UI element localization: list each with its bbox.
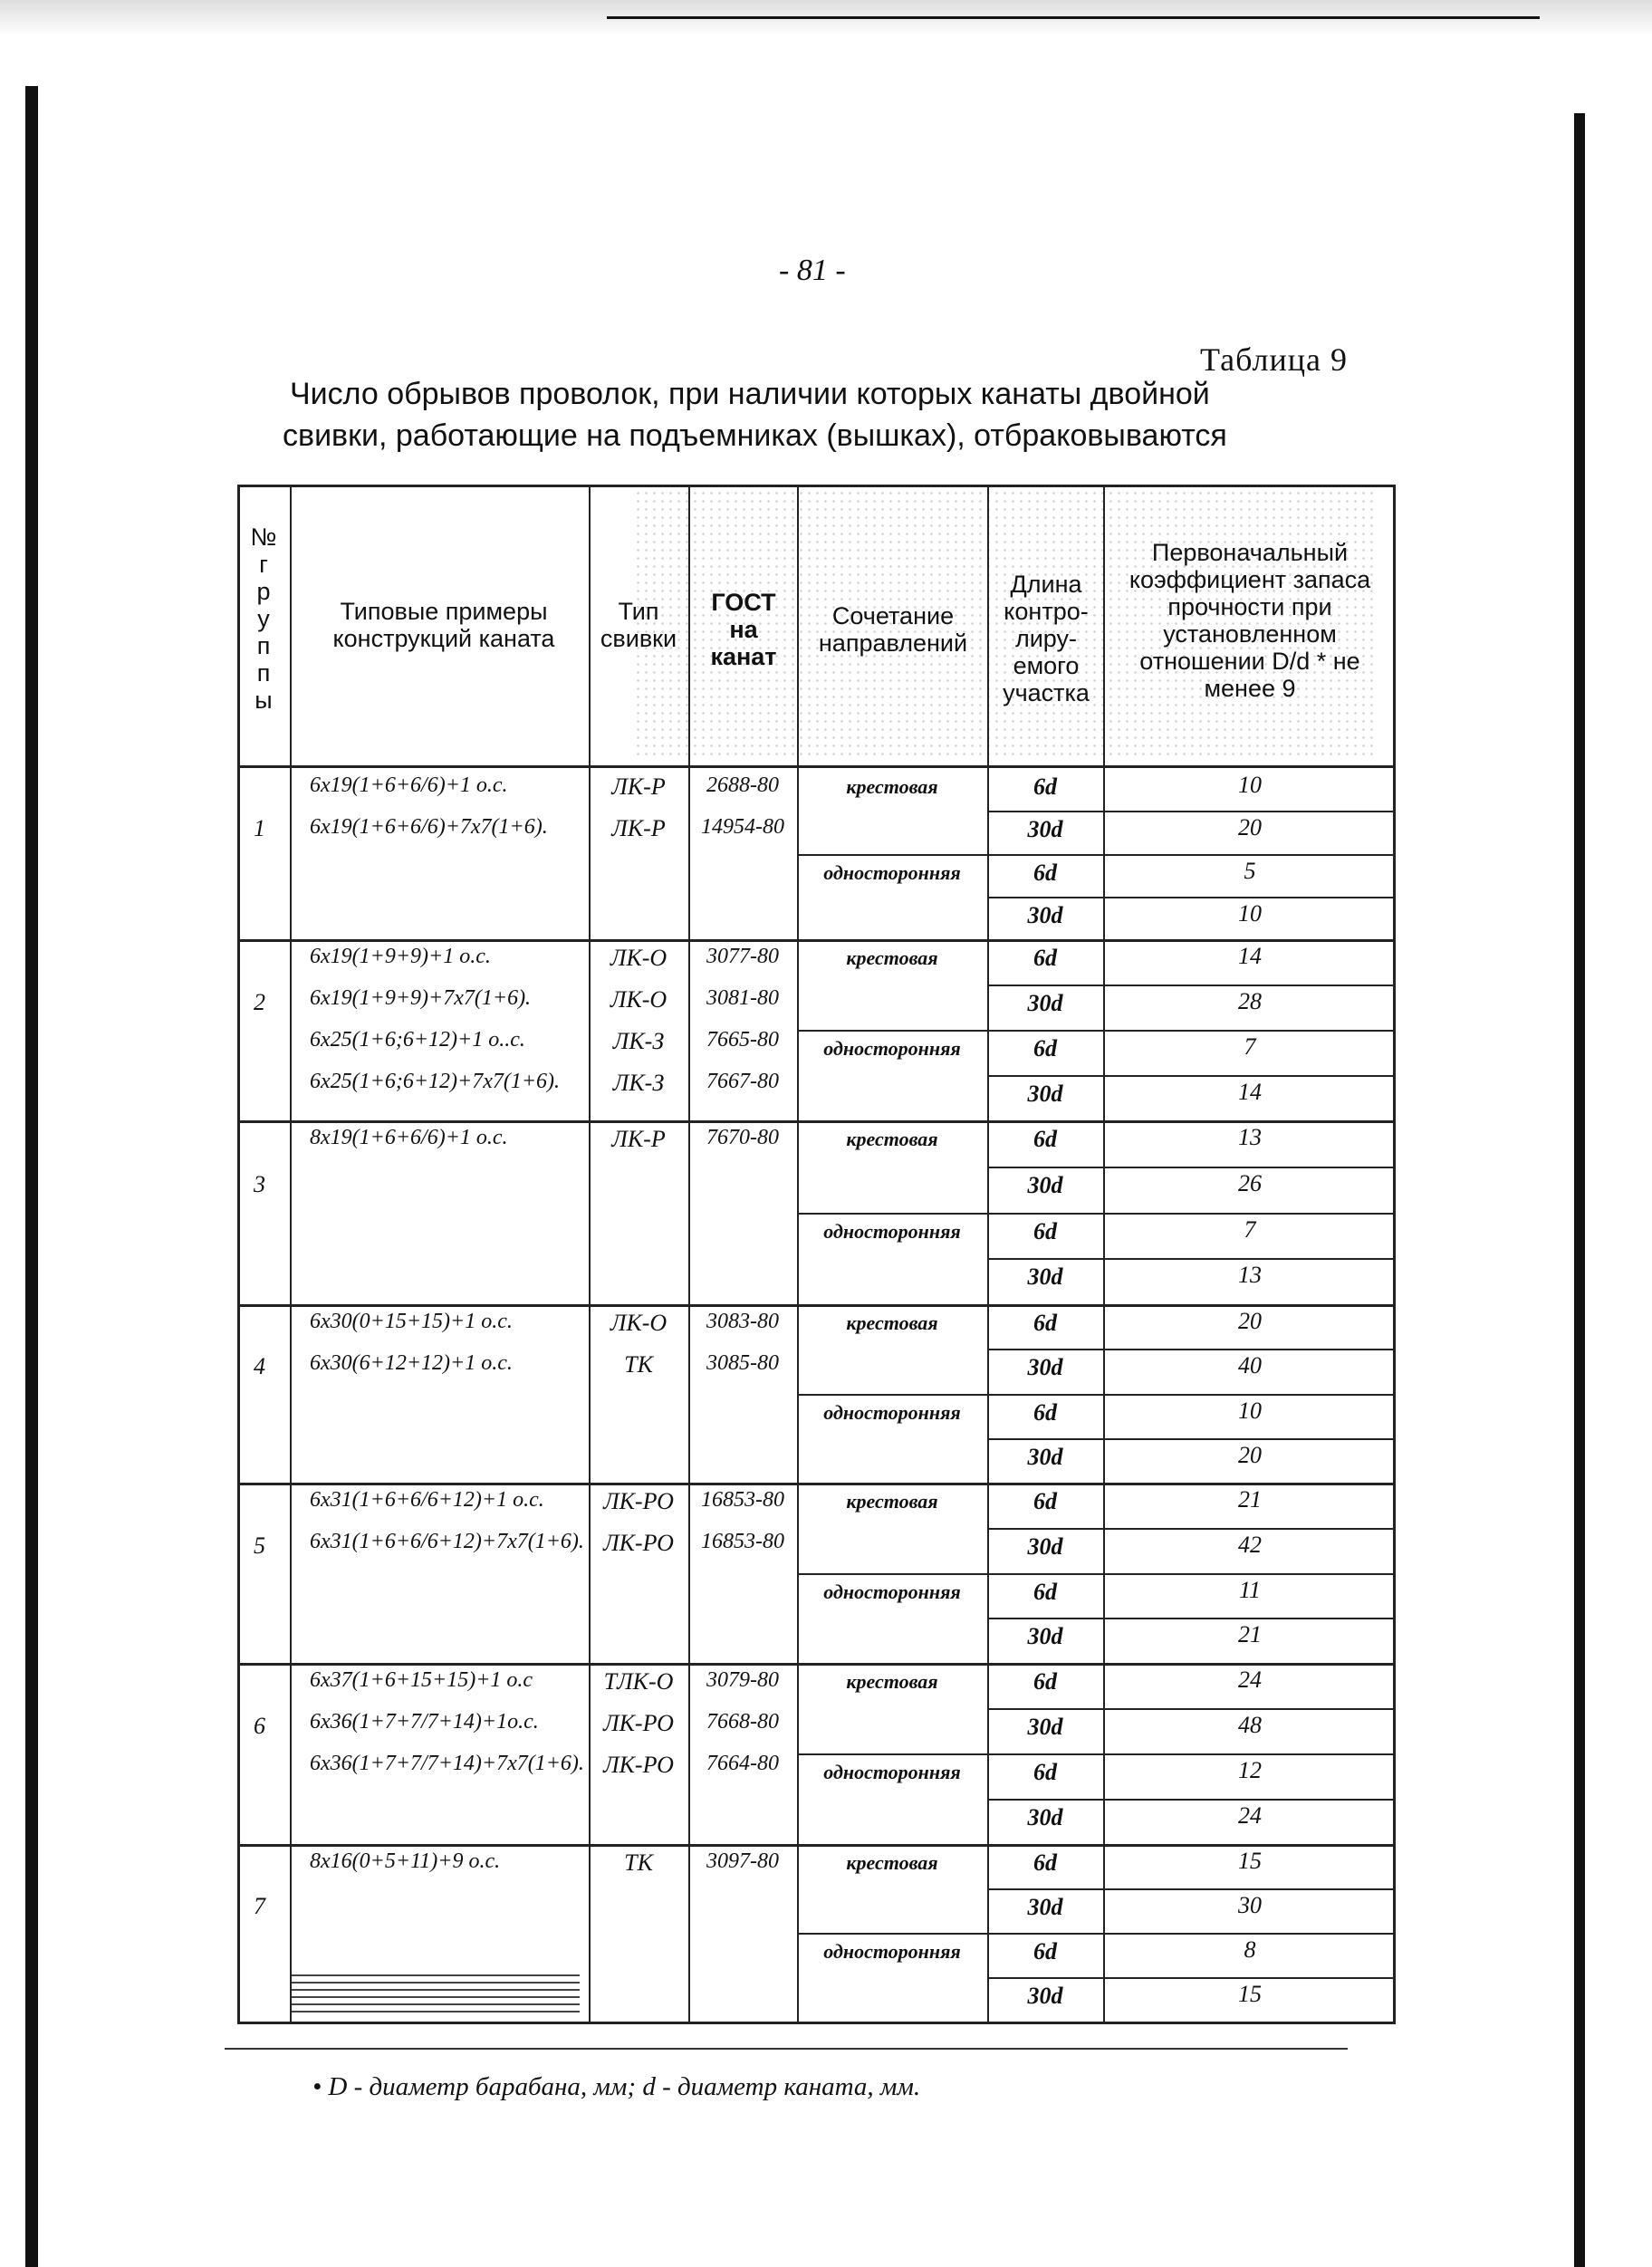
rope-gost: 3085-80 <box>706 1351 779 1375</box>
length-cell: 30d <box>1027 1443 1063 1470</box>
table-title <box>283 373 1377 456</box>
header-group-no: № г р у п п ы <box>250 524 277 714</box>
direction-rule <box>797 1933 989 1935</box>
direction-cross: крестовая <box>846 1670 938 1693</box>
subrow-rule <box>987 854 1396 856</box>
length-cell: 6d <box>1033 1035 1057 1061</box>
rope-gost: 7670-80 <box>706 1126 779 1149</box>
direction-rule <box>797 1030 989 1032</box>
col-rule <box>1103 485 1105 2024</box>
direction-one-sided: односторонняя <box>823 1219 961 1243</box>
hatch-line <box>292 2003 580 2005</box>
rope-gost: 7668-80 <box>706 1710 779 1734</box>
length-cell: 30d <box>1027 816 1063 843</box>
title-line: свивки, работающие на подъемниках (вышках), отбраковываются <box>283 418 1227 453</box>
direction-cross: крестовая <box>846 1311 938 1334</box>
direction-one-sided: односторонняя <box>823 860 961 884</box>
value-cell: 10 <box>1238 899 1262 927</box>
length-cell: 6d <box>1033 773 1057 800</box>
subrow-rule <box>987 1708 1396 1710</box>
group-rule <box>237 1663 1396 1666</box>
subrow-rule <box>987 1394 1396 1396</box>
group-number: 7 <box>254 1892 265 1919</box>
scan-top-line <box>607 16 1540 19</box>
rope-lay-type: ЛК-О <box>610 986 668 1013</box>
hatch-line <box>292 2011 580 2012</box>
col-rule <box>290 485 292 2024</box>
rope-construction: 6x19(1+6+6/6)+1 о.с. <box>310 773 508 797</box>
value-cell: 20 <box>1238 1441 1262 1468</box>
subrow-rule <box>987 1618 1396 1619</box>
rope-lay-type: ЛК-РО <box>603 1710 674 1736</box>
rope-lay-type: ЛК-З <box>612 1070 665 1096</box>
footnote: • D - диаметр барабана, мм; d - диаметр каната, мм. <box>312 2072 921 2101</box>
length-cell: 30d <box>1027 1623 1063 1650</box>
scan-edge-left <box>25 86 38 2267</box>
length-cell: 30d <box>1027 990 1063 1016</box>
rope-gost: 3081-80 <box>706 986 779 1010</box>
rope-gost: 3079-80 <box>706 1668 779 1692</box>
value-cell: 14 <box>1238 1079 1262 1105</box>
value-cell: 30 <box>1238 1892 1262 1918</box>
header-length: Длина контро- лиру- емого участка <box>1003 571 1090 706</box>
value-cell: 42 <box>1238 1531 1262 1558</box>
value-cell: 28 <box>1238 988 1262 1014</box>
length-cell: 30d <box>1027 1081 1063 1107</box>
group-number: 3 <box>254 1170 265 1197</box>
title-line: Число обрывов проволок, при наличии которых канаты двойной <box>290 377 1210 411</box>
length-cell: 30d <box>1027 1354 1063 1381</box>
length-cell: 6d <box>1033 1849 1057 1876</box>
subrow-rule <box>987 1888 1396 1890</box>
value-cell: 10 <box>1238 772 1262 798</box>
rope-construction: 6x31(1+6+6/6+12)+7x7(1+6). <box>310 1530 584 1553</box>
table-label: Таблица 9 <box>1200 341 1348 378</box>
rope-lay-type: ЛК-Р <box>611 773 666 800</box>
rope-construction: 6x30(0+15+15)+1 о.с. <box>310 1310 513 1333</box>
length-cell: 30d <box>1027 1714 1063 1740</box>
rope-construction: 6x19(1+9+9)+1 о.с. <box>310 945 491 968</box>
length-cell: 6d <box>1033 1759 1057 1785</box>
group-number: 2 <box>254 989 265 1015</box>
hatch-line <box>292 1989 580 1991</box>
value-cell: 40 <box>1238 1352 1262 1379</box>
length-cell: 6d <box>1033 1398 1057 1426</box>
rope-construction: 6x36(1+7+7/7+14)+1о.с. <box>310 1710 539 1734</box>
rope-construction: 6x36(1+7+7/7+14)+7x7(1+6). <box>310 1752 584 1775</box>
group-rule <box>237 1304 1396 1307</box>
rope-gost: 14954-80 <box>701 815 784 839</box>
length-cell: 30d <box>1027 1804 1063 1830</box>
group-number: 6 <box>254 1713 265 1739</box>
value-cell: 48 <box>1238 1712 1262 1738</box>
direction-cross: крестовая <box>846 1851 938 1874</box>
subrow-rule <box>987 1349 1396 1350</box>
length-cell: 6d <box>1033 1217 1057 1244</box>
length-cell: 6d <box>1033 1938 1057 1964</box>
rope-construction: 6x30(6+12+12)+1 о.с. <box>310 1351 513 1375</box>
rope-gost: 16853-80 <box>701 1530 784 1553</box>
subrow-rule <box>987 1528 1396 1530</box>
subrow-rule <box>987 1438 1396 1440</box>
rope-gost: 7667-80 <box>706 1070 779 1093</box>
direction-cross: крестовая <box>846 775 938 798</box>
col-rule <box>987 485 989 2024</box>
length-cell: 6d <box>1033 859 1057 886</box>
direction-rule <box>797 1573 989 1575</box>
data-table <box>237 485 1396 2024</box>
subrow-rule <box>987 1167 1396 1168</box>
rope-construction: 8x19(1+6+6/6)+1 о.с. <box>310 1126 508 1149</box>
subrow-rule <box>987 1933 1396 1935</box>
length-cell: 30d <box>1027 1983 1063 2009</box>
rope-gost: 7665-80 <box>706 1028 779 1052</box>
length-cell: 30d <box>1027 1894 1063 1920</box>
length-cell: 30d <box>1027 1532 1063 1560</box>
group-number: 1 <box>254 814 265 841</box>
rope-lay-type: ТЛК-О <box>603 1668 674 1695</box>
direction-rule <box>797 1213 989 1215</box>
rope-gost: 3097-80 <box>706 1849 779 1873</box>
length-cell: 6d <box>1033 1310 1057 1336</box>
value-cell: 15 <box>1238 1848 1262 1874</box>
value-cell: 24 <box>1238 1667 1262 1693</box>
footnote-rule <box>225 2048 1348 2050</box>
value-cell: 21 <box>1238 1621 1262 1648</box>
length-cell: 30d <box>1027 901 1063 928</box>
value-cell: 7 <box>1244 1033 1256 1060</box>
rope-construction: 6x31(1+6+6/6+12)+1 о.с. <box>310 1488 544 1512</box>
rope-lay-type: ЛК-З <box>612 1028 665 1054</box>
group-number: 4 <box>254 1353 265 1380</box>
rope-lay-type: ЛК-РО <box>603 1530 674 1556</box>
group-rule <box>237 939 1396 942</box>
value-cell: 26 <box>1238 1169 1262 1196</box>
group-number: 5 <box>254 1532 265 1559</box>
col-rule <box>797 485 799 2024</box>
value-cell: 13 <box>1238 1124 1262 1150</box>
subrow-rule <box>987 1753 1396 1755</box>
value-cell: 10 <box>1238 1397 1262 1424</box>
direction-rule <box>797 1394 989 1396</box>
value-cell: 15 <box>1238 1981 1262 2007</box>
value-cell: 24 <box>1238 1802 1262 1829</box>
length-cell: 6d <box>1033 1578 1057 1605</box>
rope-lay-type: ЛК-О <box>610 1310 668 1336</box>
header-lay-type: Тип свивки <box>600 598 677 652</box>
direction-one-sided: односторонняя <box>823 1400 961 1424</box>
rope-construction: 6x25(1+6;6+12)+7x7(1+6). <box>310 1070 561 1093</box>
rope-lay-type: ЛК-Р <box>611 1126 666 1152</box>
value-cell: 20 <box>1238 1308 1262 1334</box>
length-cell: 30d <box>1027 1263 1063 1291</box>
header-gost: ГОСТ на канат <box>710 589 777 670</box>
rope-construction: 6x37(1+6+15+15)+1 о.с <box>310 1668 533 1692</box>
direction-cross: крестовая <box>846 1490 938 1513</box>
subrow-rule <box>987 1075 1396 1077</box>
subrow-rule <box>987 1213 1396 1215</box>
direction-cross: крестовая <box>846 1128 938 1150</box>
direction-rule <box>797 1753 989 1755</box>
hatch-line <box>292 1982 580 1984</box>
direction-cross: крестовая <box>846 946 938 969</box>
header-coefficient: Первоначальный коэффициент запаса прочности при установленном отношении D/d * не менее 9 <box>1129 539 1371 702</box>
rope-lay-type: ЛК-Р <box>611 815 666 841</box>
length-cell: 6d <box>1033 945 1057 971</box>
scan-edge-right <box>1574 113 1585 2267</box>
rope-lay-type: ЛК-О <box>610 945 668 971</box>
group-rule <box>237 1483 1396 1485</box>
value-cell: 7 <box>1244 1215 1256 1243</box>
rope-lay-type: ЛК-РО <box>603 1752 674 1778</box>
group-rule <box>237 1120 1396 1123</box>
value-cell: 13 <box>1238 1262 1262 1289</box>
rope-gost: 2688-80 <box>706 773 779 797</box>
value-cell: 12 <box>1238 1757 1262 1783</box>
subrow-rule <box>987 811 1396 812</box>
rope-lay-type: ТК <box>624 1351 653 1378</box>
group-rule <box>237 1844 1396 1847</box>
subrow-rule <box>987 1977 1396 1979</box>
rope-construction: 6x25(1+6;6+12)+1 о..с. <box>310 1028 525 1052</box>
col-rule <box>688 485 690 2024</box>
direction-one-sided: односторонняя <box>823 1761 961 1783</box>
direction-one-sided: односторонняя <box>823 1940 961 1963</box>
subrow-rule <box>987 1030 1396 1032</box>
value-cell: 8 <box>1244 1936 1256 1963</box>
rope-lay-type: ТК <box>624 1849 653 1876</box>
rope-construction: 8x16(0+5+11)+9 о.с. <box>310 1849 501 1873</box>
value-cell: 14 <box>1238 943 1262 969</box>
header-examples: Типовые примеры конструкций каната <box>332 598 555 652</box>
direction-one-sided: односторонняя <box>823 1580 961 1603</box>
direction-one-sided: односторонняя <box>823 1037 961 1060</box>
rope-construction: 6x19(1+6+6/6)+7x7(1+6). <box>310 815 548 839</box>
subrow-rule <box>987 1799 1396 1801</box>
value-cell: 11 <box>1238 1576 1262 1603</box>
subrow-rule <box>987 985 1396 986</box>
length-cell: 6d <box>1033 1668 1057 1695</box>
page-number: - 81 - <box>779 254 846 287</box>
rope-gost: 3077-80 <box>706 945 779 968</box>
rope-lay-type: ЛК-РО <box>603 1488 674 1514</box>
value-cell: 21 <box>1238 1486 1262 1513</box>
rope-gost: 7664-80 <box>706 1752 779 1775</box>
direction-rule <box>797 854 989 856</box>
subrow-rule <box>987 1573 1396 1575</box>
value-cell: 20 <box>1238 814 1262 841</box>
hatch-line <box>292 1996 580 1998</box>
value-cell: 5 <box>1244 857 1256 884</box>
subrow-rule <box>987 1258 1396 1260</box>
length-cell: 30d <box>1027 1171 1063 1198</box>
length-cell: 6d <box>1033 1488 1057 1514</box>
header-rule <box>237 765 1396 768</box>
subrow-rule <box>987 897 1396 898</box>
hatch-line <box>292 1974 580 1976</box>
rope-gost: 3083-80 <box>706 1310 779 1333</box>
length-cell: 6d <box>1033 1126 1057 1152</box>
rope-gost: 16853-80 <box>701 1488 784 1512</box>
header-direction: Сочетание направлений <box>818 602 968 657</box>
col-rule <box>589 485 591 2024</box>
rope-construction: 6x19(1+9+9)+7x7(1+6). <box>310 986 532 1010</box>
